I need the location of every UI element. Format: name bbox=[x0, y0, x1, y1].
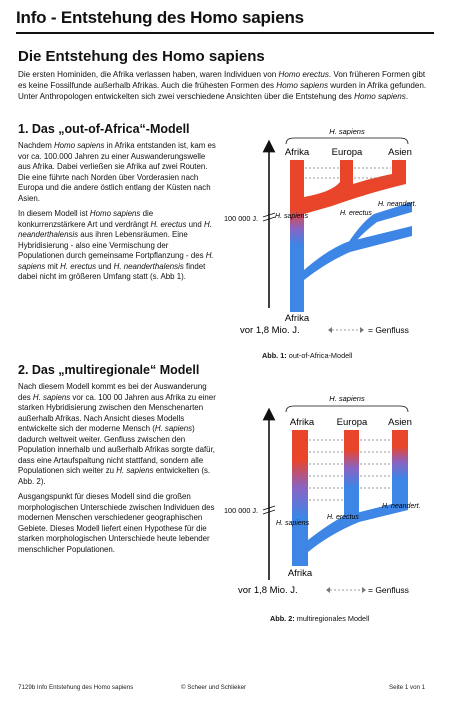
section1-heading: 1. Das „out-of-Africa“-Modell bbox=[18, 122, 190, 136]
fig1-region-afrika: Afrika bbox=[284, 147, 310, 158]
header-rule bbox=[16, 32, 434, 34]
fig2-origin-label: Afrika bbox=[287, 568, 313, 579]
figure-2-caption-text: multiregionales Modell bbox=[294, 614, 370, 623]
fig1-label-sapiens: H. sapiens bbox=[275, 213, 309, 220]
figure-2-caption-number: Abb. 2: bbox=[270, 614, 295, 623]
fig2-label-neandert: H. neandert. bbox=[382, 503, 421, 510]
fig1-top-bracket bbox=[286, 138, 408, 144]
fig1-africa-lineage bbox=[290, 160, 304, 312]
section2-text bbox=[18, 382, 216, 560]
fig1-region-europa: Europa bbox=[331, 147, 363, 158]
fig2-label-erectus: H. erectus bbox=[327, 514, 359, 521]
fig1-legend-label: = Genfluss bbox=[368, 325, 409, 335]
section2-paragraph-2: Ausgangspunkt für dieses Modell sind die großen morphologischen Unterschiede zwischen Individuen des modernen Menschen verschiedener geographischen Gebiete. Dieses Modell liefert einen Hypothese für die starken morphologischen Unterschiede heute lebender menschlicher Populationen. bbox=[18, 492, 215, 554]
figure-1-caption bbox=[262, 351, 352, 360]
footer-center: © Scheer und Schlieker bbox=[181, 684, 247, 691]
figure-2-multiregional bbox=[222, 388, 444, 606]
fig2-europe-lineage bbox=[344, 430, 359, 520]
section1-text bbox=[18, 141, 216, 288]
fig2-asia-lineage bbox=[392, 430, 408, 506]
page-title: Info - Entstehung des Homo sapiens bbox=[16, 8, 304, 27]
fig2-legend-label: = Genfluss bbox=[368, 585, 409, 595]
figure-2-caption bbox=[270, 614, 369, 623]
fig1-label-erectus: H. erectus bbox=[340, 210, 372, 217]
fig2-time-start: vor 1,8 Mio. J. bbox=[238, 585, 298, 596]
fig1-time-start: vor 1,8 Mio. J. bbox=[240, 325, 300, 336]
fig1-time-mark: 100 000 J. bbox=[224, 214, 259, 223]
section1-paragraph-2: In diesem Modell ist Homo sapiens die konkurrenzstärkere Art und verdrängt H. erectus und H. neanderthalensis aus ihren Lebensräumen. Eine Hybridisierung - also eine Vermischung der Populationen durch gemeinsame Fortpflanzung - des H. sapiens mit H. erectus und H. neanderthalensis findet dabei nicht im größeren Umfang statt (s. Abb 1). bbox=[18, 209, 214, 281]
fig2-top-label: H. sapiens bbox=[329, 394, 365, 403]
fig1-region-asien: Asien bbox=[388, 147, 412, 158]
page-header bbox=[16, 8, 434, 34]
footer-page-number: Seite 1 von 1 bbox=[389, 684, 426, 691]
figure-1-out-of-africa bbox=[222, 122, 444, 344]
figure-1-caption-number: Abb. 1: bbox=[262, 351, 287, 360]
fig2-region-europa: Europa bbox=[336, 417, 368, 428]
fig1-origin-label: Afrika bbox=[284, 313, 310, 324]
section2-paragraph-1: Nach diesem Modell kommt es bei der Auswanderung des H. sapiens vor ca. 100 00 Jahren aus Afrika zu einer starken Hybridisierung zwischen den Menschenarten außerhalb Afrikas. Nach Ansicht dieses Modells entwickelte sich der moderne Mensch (H. sapiens) dadurch weltweit weiter. Genfluss zwischen den Population innerhalb und außerhalb Afrikas sorgte dafür, dass eine Artaufspaltung nicht stattfand, sondern alle Populationen sich weiter zu H. sapiens entwickelten (s. Abb. 2). bbox=[18, 382, 216, 486]
section1-paragraph-1: Nachdem Homo sapiens in Afrika entstanden ist, kam es vor ca. 100.000 Jahren zu einer Auswanderungswelle aus Afrika. Dabei verließen sie Afrika auf zwei Routen. Die eine führte nach Norden über Vorderasien nach Europa und die andere östlich entlang der Küsten nach Asien. bbox=[18, 141, 216, 203]
section2-heading: 2. Das „multiregionale“ Modell bbox=[18, 363, 200, 377]
main-heading: Die Entstehung des Homo sapiens bbox=[18, 48, 265, 65]
fig2-region-asien: Asien bbox=[388, 417, 412, 428]
fig2-region-afrika: Afrika bbox=[289, 417, 315, 428]
fig1-label-neandert: H. neandert. bbox=[378, 201, 417, 208]
figure-1-caption-text: out-of-Africa-Modell bbox=[286, 351, 353, 360]
intro-paragraph: Die ersten Hominiden, die Afrika verlassen haben, waren Individuen von Homo erectus. Von früheren Formen gibt es keine Fossilfunde außerhalb Afrikas. Auch die frühesten Formen des Homo sapiens wurden in Afrika gefunden. Unter Anthropologen entwickelten sich zwei verschiedene Ansichten über die Entstehung des Homo sapiens. bbox=[18, 70, 427, 101]
footer-left: 7129b Info Entstehung des Homo sapiens bbox=[18, 684, 134, 691]
fig2-top-bracket bbox=[286, 406, 408, 412]
fig2-africa-lineage bbox=[292, 430, 308, 566]
fig1-top-label: H. sapiens bbox=[329, 127, 365, 136]
fig2-label-sapiens: H. sapiens bbox=[276, 520, 310, 527]
fig2-time-mark: 100 000 J. bbox=[224, 506, 259, 515]
